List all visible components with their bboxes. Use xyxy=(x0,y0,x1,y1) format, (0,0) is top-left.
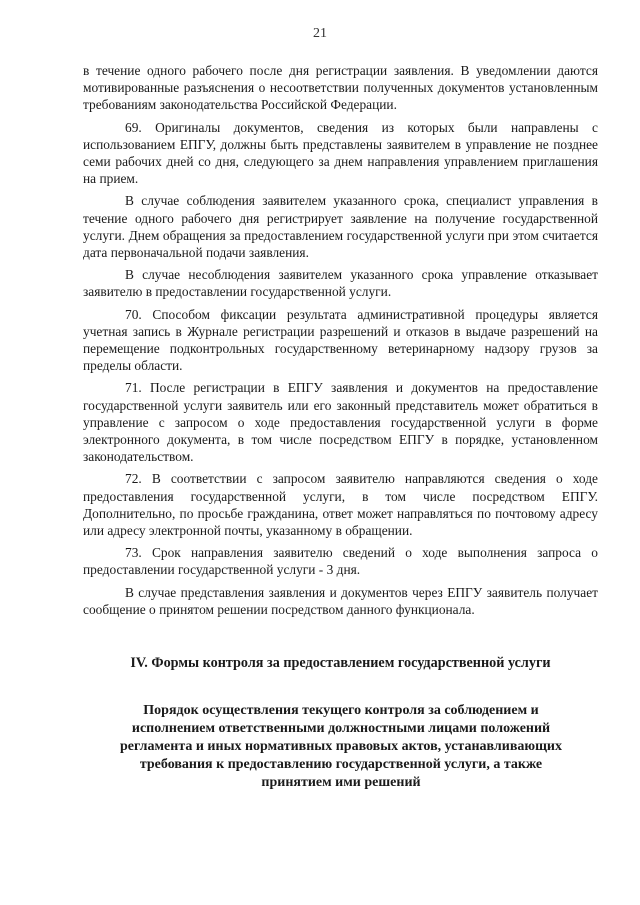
paragraph-continuation: в течение одного рабочего после дня регистрации заявления. В уведомлении даются мотивированные разъяснения о несоответствии полученных документов установленным требованиям законодательства Российской Федерации. xyxy=(83,63,598,113)
paragraph-73-epgu: В случае представления заявления и документов через ЕПГУ заявитель получает сообщение о принятом решении посредством данного функционала. xyxy=(83,584,598,617)
paragraph-70: 70. Способом фиксации результата административной процедуры является учетная запись в Журнале регистрации разрешений и отказов в выдаче разрешений на перемещение подконтрольных государственному ветеринарному надзору грузов за пределы области. xyxy=(83,306,598,374)
paragraph-69: 69. Оригиналы документов, сведения из которых были направлены с использованием ЕПГУ, должны быть представлены заявителем в управление не позднее семи рабочих дней со дня, следующего за днем направления управлением приглашения на прием. xyxy=(83,119,598,187)
paragraph-73: 73. Срок направления заявителю сведений о ходе выполнения запроса о предоставлении государственной услуги - 3 дня. xyxy=(83,545,598,578)
subsection-heading: Порядок осуществления текущего контроля за соблюдением и исполнением ответственными должностными лицами положений регламента и иных нормативных правовых актов, устанавливающих требования к предоставлению государственной услуги, а также принятием ими решений xyxy=(120,703,562,790)
body-text xyxy=(83,62,598,623)
page-number: 21 xyxy=(313,26,327,41)
paragraph-69-noncompliance: В случае несоблюдения заявителем указанного срока управление отказывает заявителю в предоставлении государственной услуги. xyxy=(83,267,598,300)
section-heading: IV. Формы контроля за предоставлением государственной услуги xyxy=(130,655,551,671)
paragraph-72: 72. В соответствии с запросом заявителю направляются сведения о ходе предоставления государственной услуги, в том числе посредством ЕПГУ. Дополнительно, по просьбе гражданина, ответ может направляться по почтовому адресу или адресу электронной почты, указанному в обращении. xyxy=(83,471,598,539)
paragraph-71: 71. После регистрации в ЕПГУ заявления и документов на предоставление государственной услуги заявитель или его законный представитель может обратиться в управление с запросом о ходе предоставления государственной услуги в форме электронного документа, в том числе посредством ЕПГУ в порядке, установленном законодательством. xyxy=(83,380,598,465)
paragraph-69-compliance: В случае соблюдения заявителем указанного срока, специалист управления в течение одного рабочего дня регистрирует заявление на получение государственной услуги. Днем обращения за предоставлением государственной услуги при этом считается дата первоначальной подачи заявления. xyxy=(83,193,598,261)
